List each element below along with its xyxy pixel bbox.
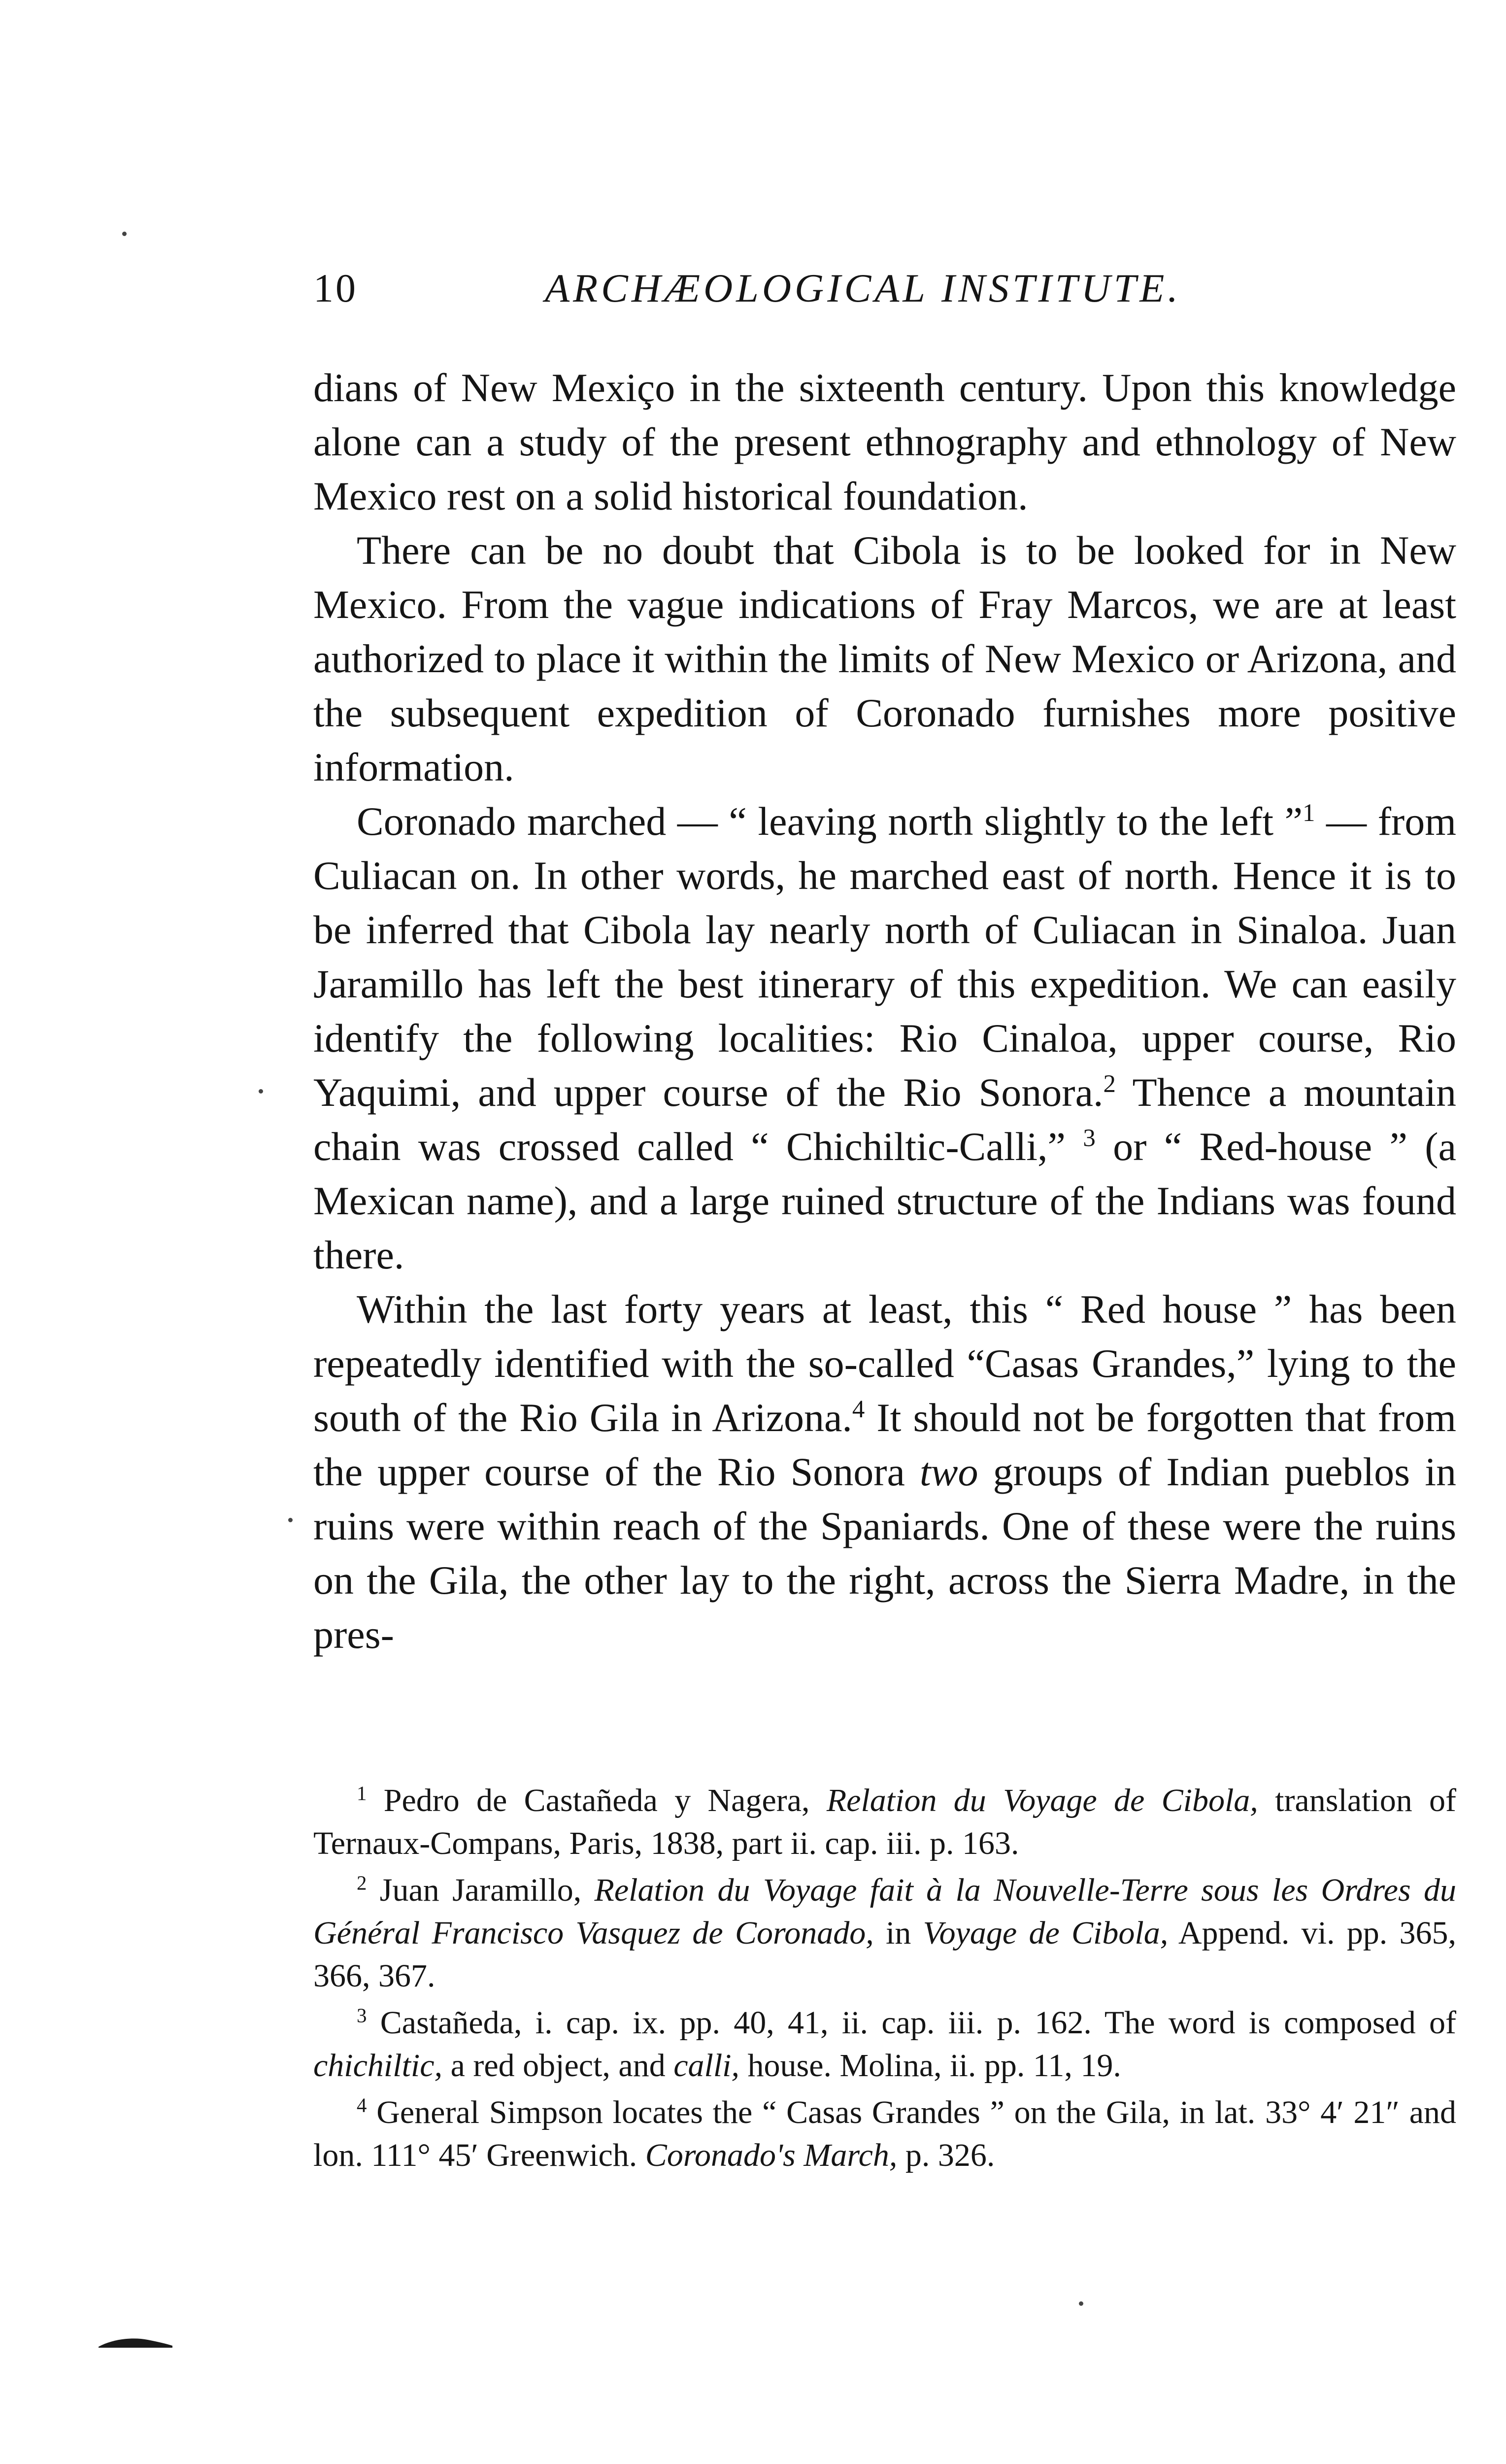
footnote-text: translation of Ternaux-Compans, Paris, 1838, part ii. cap. iii. p. 163.	[313, 1782, 1456, 1861]
footnote-ref-3: 3	[1083, 1124, 1096, 1152]
footnote-number: 4	[357, 2094, 367, 2117]
paragraph-4-text-b: It should not be forgotten that from the upper course of the Rio Sonora	[313, 1395, 1456, 1494]
footnote-text: a red object, and	[442, 2048, 674, 2084]
footnote-text: Append. vi. pp. 365, 366, 367.	[313, 1915, 1456, 1994]
printer-mark	[99, 2336, 172, 2349]
paragraph-4	[313, 1282, 1456, 1662]
footnote-ref-4: 4	[852, 1395, 865, 1423]
footnote-text: Pedro de Castañeda y Nagera,	[367, 1782, 827, 1818]
footnote-number: 3	[357, 2004, 367, 2027]
paragraph-4-text-a: Within the last forty years at least, this “ Red house ” has been repeatedly identified with the so-called “Casas Grandes,” lying to the south of the Rio Gila in Arizona.	[313, 1287, 1456, 1440]
paragraph-4-text-c: groups of Indian pueblos in ruins were within reach of the Spaniards. One of these were the ruins on the Gila, the other lay to the right, across the Sierra Madre, in the pres-	[313, 1449, 1456, 1657]
footnote-text: house. Molina, ii. pp. 11, 19.	[739, 2048, 1121, 2084]
footnote-term: chichiltic,	[313, 2048, 443, 2084]
footnote-text: in	[873, 1915, 923, 1951]
footnote-text: Juan Jaramillo,	[367, 1872, 595, 1908]
footnote-title: Coronado's March,	[645, 2137, 898, 2173]
footnote-4	[313, 2091, 1456, 2177]
footnote-term: calli,	[673, 2048, 740, 2084]
ink-speck	[122, 232, 127, 236]
footnote-title: Relation du Voyage de Cibola,	[826, 1782, 1258, 1818]
body-text	[313, 361, 1456, 1662]
footnote-text: General Simpson locates the “ Casas Grandes ” on the Gila, in lat. 33° 4′ 21″ and lon. 111° 45′ Greenwich.	[313, 2094, 1456, 2173]
footnote-title: Voyage de Cibola,	[923, 1915, 1169, 1951]
running-head: ARCHÆOLOGICAL INSTITUTE.	[545, 266, 1181, 310]
page-number: 10	[313, 266, 358, 310]
footnote-1	[313, 1779, 1456, 1865]
paragraph-2: There can be no doubt that Cibola is to be looked for in New Mexico. From the vague indications of Fray Marcos, we are at least authorized to place it within the limits of New Mexico or Arizona, and the subsequent expedition of Coronado furnishes more positive information.	[313, 528, 1456, 789]
footnote-3	[313, 2001, 1456, 2087]
footnote-number: 1	[357, 1782, 367, 1805]
page-header	[313, 261, 1456, 315]
footnote-text: Castañeda, i. cap. ix. pp. 40, 41, ii. cap. iii. p. 162. The word is composed of	[367, 2005, 1456, 2041]
paragraph-3-text-d: or “ Red-house ” (a Mexican name), and a large ruined structure of the Indians was found there.	[313, 1124, 1456, 1277]
paragraph-3-text-a: Coronado marched — “ leaving north slightly to the left ”	[357, 799, 1303, 844]
paragraph-1: dians of New Mexiço in the sixteenth century. Upon this knowledge alone can a study of the present ethnography and ethnology of New Mexico rest on a solid historical foundation.	[313, 365, 1456, 518]
ink-speck	[259, 1089, 263, 1094]
footnote-ref-1: 1	[1303, 799, 1315, 827]
footnote-title: Relation du Voyage fait à la Nouvelle-Terre sous les Ordres du Général Francisco Vasquez de Coronado,	[313, 1872, 1456, 1951]
ink-speck	[288, 1518, 293, 1522]
paragraph-3-text-b: — from Culiacan on. In other words, he marched east of north. Hence it is to be inferred that Cibola lay nearly north of Culiacan in Sinaloa. Juan Jaramillo has left the best itinerary of this expedition. We can easily identify the following localities: Rio Cinaloa, upper course, Rio Yaquimi, and upper course of the Rio Sonora.	[313, 799, 1456, 1115]
emphasis-two: two	[920, 1449, 978, 1494]
footnote-number: 2	[357, 1872, 367, 1894]
paragraph-3	[313, 794, 1456, 1282]
footnotes	[313, 1779, 1456, 2181]
ink-speck	[1079, 2301, 1083, 2306]
footnote-2	[313, 1869, 1456, 1997]
footnote-ref-2: 2	[1103, 1070, 1116, 1098]
footnote-text: p. 326.	[897, 2137, 995, 2173]
paragraph-3-text-c: Thence a mountain chain was crossed called “ Chichiltic-Calli,”	[313, 1070, 1457, 1169]
